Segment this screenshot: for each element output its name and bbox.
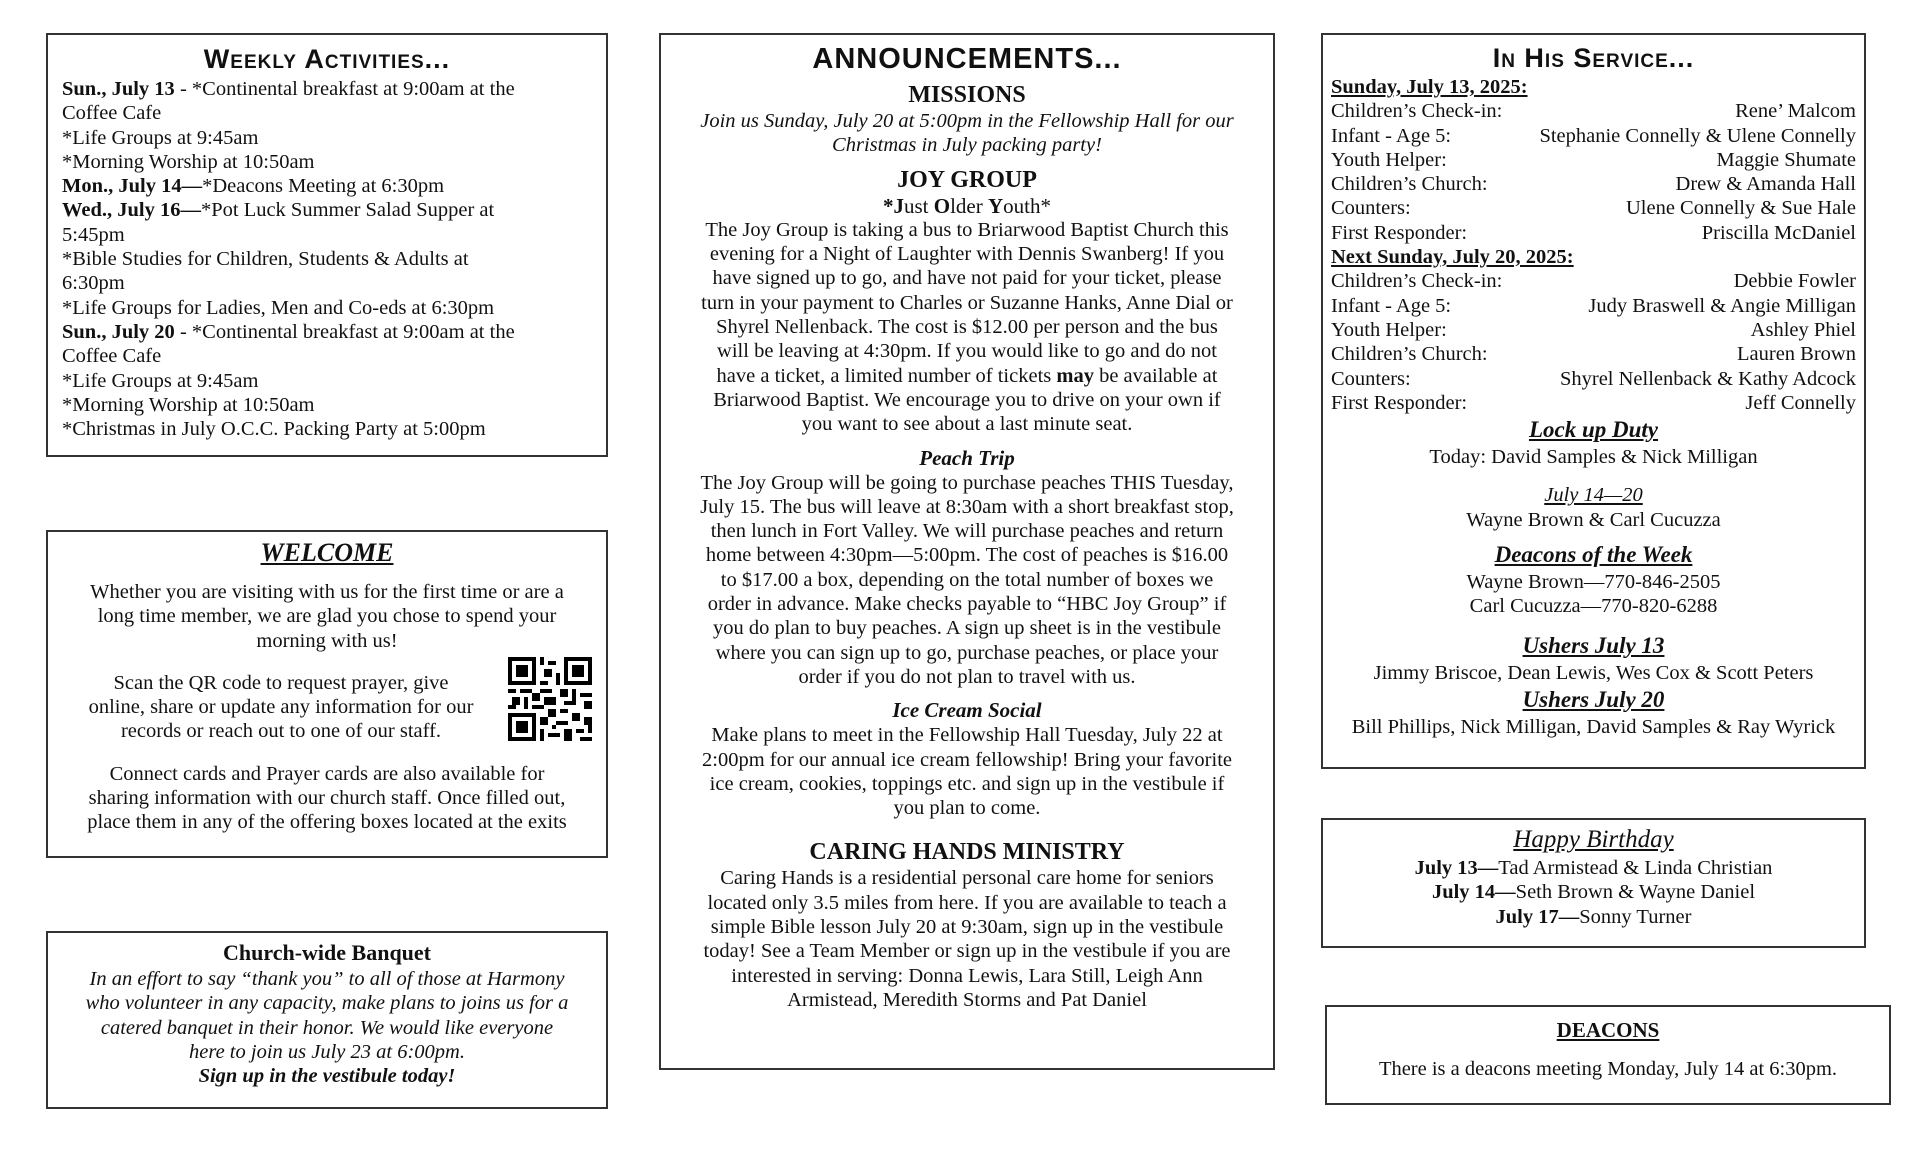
text-line: Join us Sunday, July 20 at 5:00pm in the Fellowship Hall for our <box>700 110 1234 132</box>
text-line: sharing information with our church staff. Once filled out, <box>88 787 566 810</box>
text-line: Make plans to meet in the Fellowship Hall Tuesday, July 22 at <box>711 724 1223 747</box>
welcome-title: WELCOME <box>260 538 394 567</box>
deacon-phone: Carl Cucuzza—770-820-6288 <box>1469 595 1718 618</box>
text-line: catered banquet in their honor. We would like everyone <box>100 1016 554 1039</box>
missions-title: MISSIONS <box>908 82 1026 108</box>
text-line: long time member, we are glad you chose to spend your <box>97 605 557 628</box>
ushers-20-title: Ushers July 20 <box>1522 686 1665 712</box>
service-title: In His Service... <box>1492 43 1695 73</box>
text-line: today! See a Team Member or sign up in the vestibule if you are <box>703 940 1231 963</box>
qr-paragraph <box>56 671 506 744</box>
ushers-13-title: Ushers July 13 <box>1522 632 1665 658</box>
weekly-item: *Morning Worship at 10:50am <box>62 150 315 173</box>
service-row: Counters: Ulene Connelly & Sue Hale <box>1331 197 1856 220</box>
text-line: morning with us! <box>256 629 398 652</box>
deacons-box <box>1325 1005 1891 1105</box>
joy-group-subtitle: *Just Older Youth* <box>882 193 1052 218</box>
birthday-row: July 14—Seth Brown & Wayne Daniel <box>1431 881 1756 904</box>
text-line: place them in any of the offering boxes located at the exits <box>87 811 567 834</box>
birthday-row: July 17—Sonny Turner <box>1495 905 1692 928</box>
weekly-item: Coffee Cafe <box>62 102 162 125</box>
weekly-item: *Bible Studies for Children, Students & Adults at <box>62 248 469 271</box>
deacons-title: DEACONS <box>1556 1018 1660 1042</box>
weekly-item: *Life Groups for Ladies, Men and Co-eds at 6:30pm <box>62 296 495 319</box>
weekly-item: 5:45pm <box>62 223 125 246</box>
service-row: Infant - Age 5: Judy Braswell & Angie Milligan <box>1331 294 1856 317</box>
text-line: Connect cards and Prayer cards are also available for <box>109 762 545 785</box>
service-row: First Responder: Jeff Connelly <box>1331 391 1856 414</box>
text-line: who volunteer in any capacity, make plans to joins us for a <box>85 992 569 1015</box>
text-line: where you can sign up to go, purchase peaches, or place your <box>715 641 1219 664</box>
lockup-today: Today: David Samples & Nick Milligan <box>1429 446 1758 469</box>
text-line: Caring Hands is a residential personal care home for seniors <box>720 867 1214 890</box>
text-line: Shyrel Nellenback. The cost is $12.00 per person and the bus <box>716 316 1218 339</box>
lockup-week-label: July 14—20 <box>1544 484 1643 507</box>
weekly-item: Sun., July 20 - *Continental breakfast at 9:00am at the <box>62 320 515 343</box>
joy-group-title: JOY GROUP <box>897 166 1037 193</box>
text-line: The Joy Group is taking a bus to Briarwood Baptist Church this <box>705 218 1229 241</box>
weekly-item: Sun., July 13 - *Continental breakfast at 9:00am at the <box>62 78 515 100</box>
weekly-item: *Morning Worship at 10:50am <box>62 393 315 416</box>
service-row: Children’s Church: Drew & Amanda Hall <box>1331 173 1856 196</box>
banquet-box <box>46 931 608 1109</box>
text-line: have signed up to go, and have not paid for your ticket, please <box>712 267 1222 290</box>
announcements-title: ANNOUNCEMENTS... <box>812 43 1122 75</box>
text-line: home between 4:30pm—5:00pm. The cost of peaches is $16.00 <box>705 544 1229 567</box>
banquet-cta: Sign up in the vestibule today! <box>198 1065 456 1088</box>
service-box <box>1321 33 1866 769</box>
text-line: Christmas in July packing party! <box>832 134 1102 157</box>
text-line: order if you do not plan to travel with us. <box>798 665 1136 688</box>
text-line: here to join us July 23 at 6:00pm. <box>189 1040 465 1063</box>
text-line: evening for a Night of Laughter with Dennis Swanberg! If you <box>709 243 1225 266</box>
weekly-activities-title: Weekly Activities... <box>203 44 451 74</box>
ushers-20-names: Bill Phillips, Nick Milligan, David Samples & Ray Wyrick <box>1351 715 1836 738</box>
weekly-item: Wed., July 16—*Pot Luck Summer Salad Supper at <box>62 199 495 222</box>
service-row: Youth Helper: Ashley Phiel <box>1331 318 1856 341</box>
peach-trip-title: Peach Trip <box>919 445 1015 470</box>
text-line: order in advance. Make checks payable to “HBC Joy Group” if <box>707 593 1227 616</box>
service-row: Counters: Shyrel Nellenback & Kathy Adcock <box>1331 367 1856 390</box>
text-line: ice cream, cookies, toppings etc. and sign up in the vestibule if <box>709 772 1225 795</box>
text-line: Armistead, Meredith Storms and Pat Daniel <box>787 988 1147 1011</box>
lockup-week-names: Wayne Brown & Carl Cucuzza <box>1466 508 1721 531</box>
ushers-13-names: Jimmy Briscoe, Dean Lewis, Wes Cox & Scott Peters <box>1373 661 1814 684</box>
weekly-item: *Life Groups at 9:45am <box>62 126 259 149</box>
text-line: Briarwood Baptist. We encourage you to drive on your own if <box>713 388 1221 411</box>
weekly-activities-box <box>46 33 608 457</box>
banquet-title: Church-wide Banquet <box>222 940 432 965</box>
lockup-duty-title: Lock up Duty <box>1528 417 1659 443</box>
weekly-item: Mon., July 14—*Deacons Meeting at 6:30pm <box>62 175 445 198</box>
service-section-heading: Sunday, July 13, 2025: <box>1331 76 1528 98</box>
birthday-row: July 13—Tad Armistead & Linda Christian <box>1414 857 1773 879</box>
weekly-activities-list <box>62 77 592 441</box>
weekly-item: Coffee Cafe <box>62 345 162 368</box>
service-row: Youth Helper: Maggie Shumate <box>1331 148 1856 171</box>
ice-cream-social-title: Ice Cream Social <box>892 698 1042 723</box>
text-line: to $17.00 a box, depending on the total number of boxes we <box>720 568 1214 591</box>
text-line: you plan to come. <box>893 797 1041 820</box>
text-line: simple Bible lesson July 20 at 9:30am, sign up in the vestibule <box>710 916 1224 939</box>
text-line: have a ticket, a limited number of tickets may be available at <box>716 364 1218 387</box>
text-line: turn in your payment to Charles or Suzanne Hanks, Anne Dial or <box>701 291 1233 314</box>
deacons-text: There is a deacons meeting Monday, July 14 at 6:30pm. <box>1378 1058 1838 1080</box>
text-line: located only 3.5 miles from here. If you are available to teach a <box>707 891 1227 914</box>
deacons-week-title: Deacons of the Week <box>1494 542 1693 568</box>
caring-hands-title: CARING HANDS MINISTRY <box>809 839 1125 866</box>
service-row: Children’s Church: Lauren Brown <box>1331 343 1856 366</box>
connect-cards-paragraph <box>56 762 598 835</box>
text-line: 2:00pm for our annual ice cream fellowship! Bring your favorite <box>702 748 1232 771</box>
text-line: will be leaving at 4:30pm. If you would like to go and do not <box>717 340 1217 363</box>
service-row: Children’s Check-in: Debbie Fowler <box>1331 270 1856 293</box>
service-row: Children’s Check-in: Rene’ Malcom <box>1331 100 1856 123</box>
weekly-item: *Christmas in July O.C.C. Packing Party at 5:00pm <box>62 418 486 441</box>
welcome-box <box>46 530 608 858</box>
text-line: Whether you are visiting with us for the first time or are a <box>90 581 564 603</box>
birthday-box <box>1321 818 1866 948</box>
announcements-box <box>659 33 1275 1070</box>
text-line: then lunch in Fort Valley. We will purchase peaches and return <box>710 520 1224 543</box>
text-line: online, share or update any information for our <box>88 696 474 719</box>
welcome-paragraph <box>56 580 598 653</box>
text-line: you do plan to buy peaches. A sign up sheet is in the vestibule <box>713 617 1221 640</box>
weekly-item: 6:30pm <box>62 272 125 295</box>
text-line: July 15. The bus will leave at 8:30am with a short breakfast stop, <box>700 495 1234 518</box>
text-line: The Joy Group will be going to purchase peaches THIS Tuesday, <box>700 471 1234 494</box>
text-line: interested in serving: Donna Lewis, Lara Still, Leigh Ann <box>731 964 1203 987</box>
weekly-item: *Life Groups at 9:45am <box>62 369 259 392</box>
service-row: Infant - Age 5: Stephanie Connelly & Ulene Connelly <box>1331 124 1856 147</box>
service-row: First Responder: Priscilla McDaniel <box>1331 221 1856 244</box>
text-line: records or reach out to one of our staff. <box>120 720 442 743</box>
qr-code-icon[interactable] <box>508 657 592 741</box>
deacon-phone: Wayne Brown—770-846-2505 <box>1466 571 1721 594</box>
service-section-heading: Next Sunday, July 20, 2025: <box>1331 246 1574 269</box>
text-line: Scan the QR code to request prayer, give <box>113 671 449 694</box>
text-line: In an effort to say “thank you” to all of those at Harmony <box>89 968 565 990</box>
text-line: you want to see about a last minute seat. <box>801 413 1133 436</box>
birthday-title: Happy Birthday <box>1513 826 1674 853</box>
